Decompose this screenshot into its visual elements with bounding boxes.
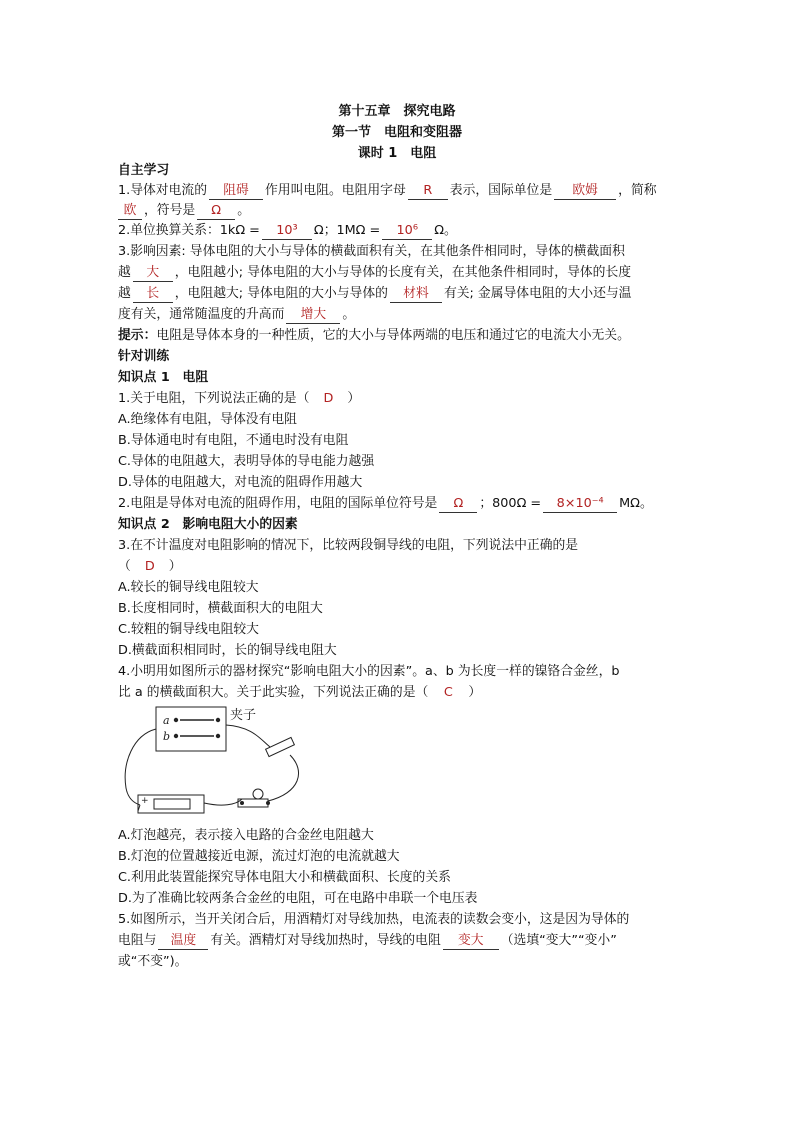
question-4-stem-line1: 4.小明用如图所示的器材探究“影响电阻大小的因素”。a、b 为长度一样的镍铬合金丝，b <box>118 664 620 679</box>
connecting-wire <box>268 755 299 801</box>
self-study-q3-line4: 度有关，通常随温度的升高而 增大 。 <box>118 307 356 322</box>
question-4-option: A.灯泡越亮，表示接入电路的合金丝电阻越大 <box>118 828 374 843</box>
question-4-option: C.利用此装置能探究导体电阻大小和横截面积、长度的关系 <box>118 870 451 885</box>
answer-blank: 材料 <box>390 286 442 303</box>
wire-a-label: a <box>163 714 170 727</box>
answer-blank: 10⁶ <box>382 223 432 240</box>
question-4-option: B.灯泡的位置越接近电源，流过灯泡的电流就越大 <box>118 849 400 864</box>
answer-blank: Ω <box>197 203 235 220</box>
question-3-option: B.长度相同时，横截面积大的电阻大 <box>118 601 323 616</box>
training-heading: 针对训练 <box>118 349 170 364</box>
battery-icon <box>154 799 190 809</box>
question-2: 2.电阻是导体对电流的阻碍作用，电阻的国际单位符号是 Ω ；800Ω = 8×10⁻⁴ MΩ。 <box>118 496 653 511</box>
question-1-option: D.导体的电阻越大，对电流的阻碍作用越大 <box>118 475 363 490</box>
connecting-wire <box>204 799 242 805</box>
answer-blank: 欧 <box>118 203 142 220</box>
self-study-q3-line2: 越 大 ，电阻越小; 导体电阻的大小与导体的长度有关，在其他条件相同时，导体的长度 <box>118 265 632 280</box>
clip-label: 夹子 <box>230 708 257 723</box>
wire-b-label: b <box>163 730 171 743</box>
answer-blank: 阻碍 <box>209 183 263 200</box>
section-title: 第一节 电阻和变阻器 <box>331 125 462 140</box>
question-3-option: A.较长的铜导线电阻较大 <box>118 580 259 595</box>
terminal-dot <box>174 734 178 738</box>
terminal-dot <box>216 718 220 722</box>
answer-blank: 大 <box>133 265 173 282</box>
self-study-q1-cont: 欧 ，符号是 Ω 。 <box>118 201 250 221</box>
answer-blank: 长 <box>133 286 173 303</box>
question-1-stem: 1.关于电阻，下列说法正确的是（ D ） <box>118 389 360 409</box>
knowledge-point-1: 知识点 1 电阻 <box>118 370 209 385</box>
question-4-stem-line2: 比 a 的横截面积大。关于此实验，下列说法正确的是（ C ） <box>118 683 481 703</box>
terminal-dot <box>216 734 220 738</box>
question-3-option: C.较粗的铜导线电阻较大 <box>118 622 259 637</box>
answer-blank: R <box>408 183 448 200</box>
answer-choice: C <box>443 685 453 700</box>
self-study-q2: 2.单位换算关系：1kΩ = 10³ Ω；1MΩ = 10⁶ Ω。 <box>118 223 457 238</box>
self-study-heading: 自主学习 <box>118 163 170 178</box>
answer-blank: 10³ <box>262 223 312 240</box>
question-1-option: C.导体的电阻越大，表明导体的导电能力越强 <box>118 454 375 469</box>
chapter-title: 第十五章 探究电路 <box>338 104 456 119</box>
question-5-line1: 5.如图所示，当开关闭合后，用酒精灯对导线加热，电流表的读数会变小，这是因为导体的 <box>118 912 630 927</box>
tip: 提示：电阻是导体本身的一种性质，它的大小与导体两端的电压和通过它的电流大小无关。 <box>118 328 630 343</box>
question-3-option: D.横截面积相同时，长的铜导线电阻大 <box>118 643 337 658</box>
knowledge-point-2: 知识点 2 影响电阻大小的因素 <box>118 517 298 532</box>
question-1-option: A.绝缘体有电阻，导体没有电阻 <box>118 412 297 427</box>
answer-blank: Ω <box>439 496 477 513</box>
answer-blank: 温度 <box>158 933 208 950</box>
answer-blank: 欧姆 <box>554 183 616 200</box>
question-5-line3: 或“不变”)。 <box>118 954 188 969</box>
circuit-figure <box>118 703 308 825</box>
terminal-dot <box>174 718 178 722</box>
question-3-stem: 3.在不计温度对电阻影响的情况下，比较两段铜导线的电阻，下列说法中正确的是 <box>118 538 579 553</box>
terminal-dot <box>266 801 270 805</box>
question-1-option: B.导体通电时有电阻，不通电时没有电阻 <box>118 433 349 448</box>
self-study-q1: 1.导体对电流的 阻碍 作用叫电阻。电阻用字母 R 表示，国际单位是 欧姆 ，简称 <box>118 183 657 198</box>
question-3-answer: （ D ） <box>118 557 182 577</box>
question-4-option: D.为了准确比较两条合金丝的电阻，可在电路中串联一个电压表 <box>118 891 478 906</box>
self-study-q3-line1: 3.影响因素: 导体电阻的大小与导体的横截面积有关，在其他条件相同时，导体的横截面积 <box>118 244 625 259</box>
connecting-wire <box>125 729 156 805</box>
answer-choice: D <box>323 391 334 406</box>
plus-sign: + <box>141 796 149 806</box>
bulb-icon <box>253 789 263 799</box>
lesson-title: 课时 1 电阻 <box>357 146 437 161</box>
question-5-line2: 电阻与 温度 有关。酒精灯对导线加热时，导线的电阻 变大 （选填“变大”“变小” <box>118 933 617 948</box>
self-study-q3-line3: 越 长 ，电阻越大; 导体电阻的大小与导体的 材料 有关; 金属导体电阻的大小还与温 <box>118 286 632 301</box>
answer-choice: D <box>144 559 155 574</box>
answer-blank: 增大 <box>286 307 340 324</box>
terminal-dot <box>240 801 244 805</box>
connecting-wire <box>226 725 270 747</box>
answer-blank: 8×10⁻⁴ <box>543 496 617 513</box>
clip-icon <box>266 737 295 756</box>
answer-blank: 变大 <box>443 933 499 950</box>
